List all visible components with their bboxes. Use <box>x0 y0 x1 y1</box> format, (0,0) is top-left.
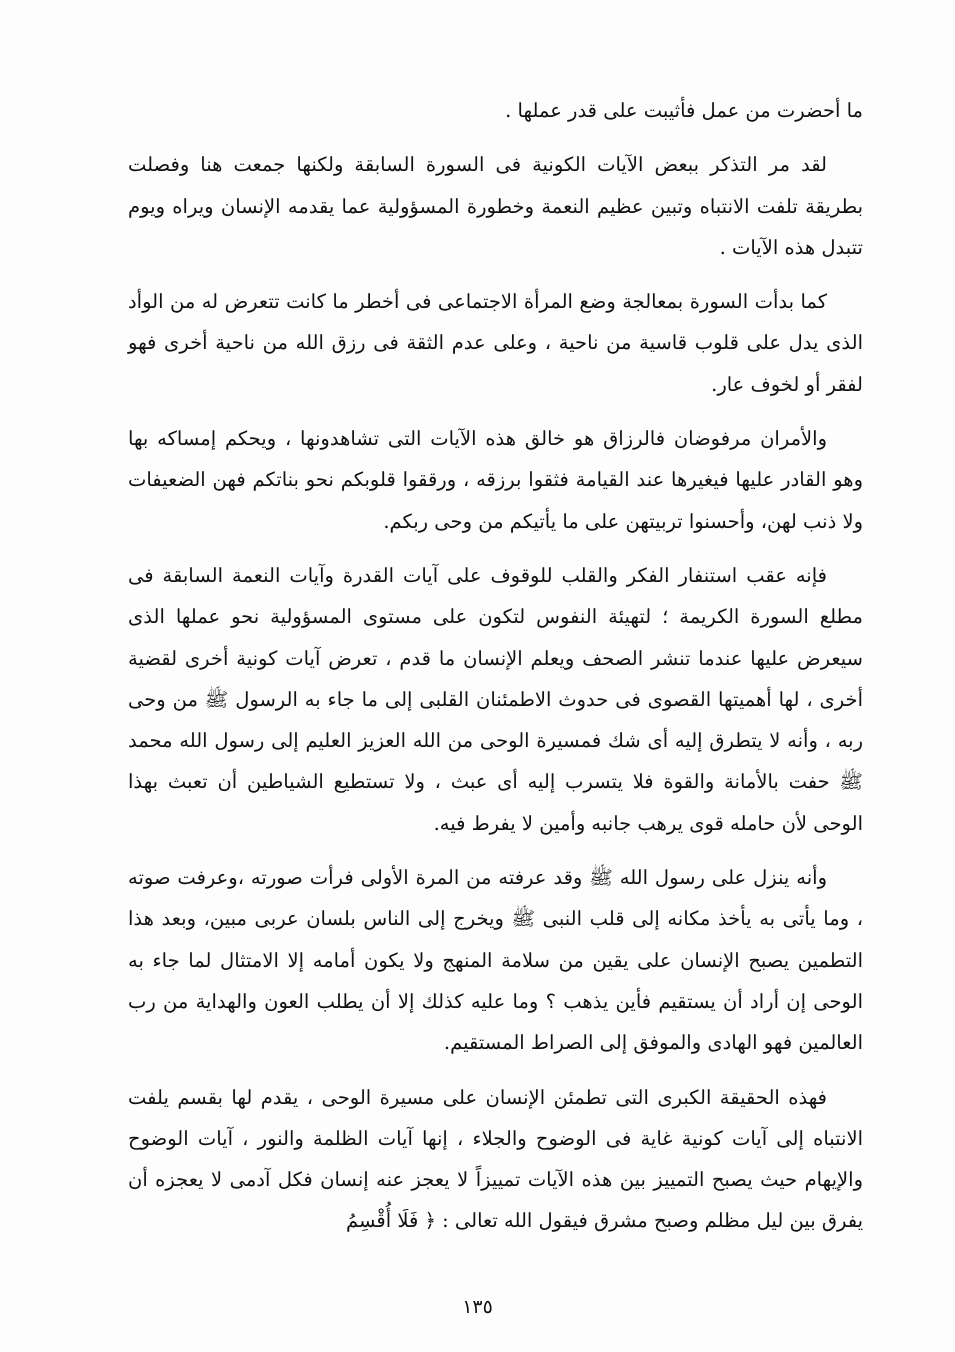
paragraph-3: كما بدأت السورة بمعالجة وضع المرأة الاجتماعى فى أخطر ما كانت تتعرض له من الوأد الذى يدل على قلوب قاسية من ناحية ، وعلى عدم الثقة فى رزق الله من ناحية أخرى فهو لفقر أو لخوف عار. <box>128 290 863 396</box>
paragraph-2: لقد مر التذكر ببعض الآيات الكونية فى السورة السابقة ولكنها جمعت هنا وفصلت بطريقة تلفت الانتباه وتبين عظيم النعمة وخطورة المسؤولية عما يقدمه الإنسان ويراه ويوم تتبدل هذه الآيات . <box>128 153 863 259</box>
paragraph-1: ما أحضرت من عمل فأثيبت على قدر عملها . <box>505 99 863 122</box>
paragraph-5: فإنه عقب استنفار الفكر والقلب للوقوف على آيات القدرة وآيات النعمة السابقة فى مطلع السورة الكريمة ؛ لتهيئة النفوس لتكون على مستوى المسؤولية نحو عملها الذى سيعرض عليها عندما تنشر الصحف ويعلم الإنسان ما قدم ، تعرض آيات كونية أخرى لقضية أخرى ، لها أهميتها القصوى فى حدوث الاطمئنان القلبى إلى ما جاء به الرسول ﷺ من وحى ربه ، وأنه لا يتطرق إليه أى شك فمسيرة الوحى من الله العزيز العليم إلى رسول الله محمد ﷺ حفت بالأمانة والقوة فلا يتسرب إليه أى عبث ، ولا تستطيع الشياطين أن تعبث بهذا الوحى لأن حامله قوى يرهب جانبه وأمين لا يفرط فيه. <box>128 563 863 835</box>
page-number: ١٣٥ <box>462 1296 493 1318</box>
paragraph-4: والأمران مرفوضان فالرزاق هو خالق هذه الآيات التى تشاهدونها ، ويحكم إمساكه بها وهو القادر عليها فيغيرها عند القيامة فثقوا برزقه ، ورققوا قلوبكم نحو بناتكم فهن الضعيفات ولا ذنب لهن، وأحسنوا تربيتهن على ما يأتيكم من وحى ربكم. <box>128 427 863 533</box>
paragraph-6: وأنه ينزل على رسول الله ﷺ وقد عرفته من المرة الأولى فرأت صورته ،وعرفت صوته ، وما يأتى به يأخذ مكانه إلى قلب النبى ﷺ ويخرج إلى الناس بلسان عربى مبين، وبعد هذا التطمين يصبح الإنسان على يقين من سلامة المنهج ولا يكون أمامه إلا الامتثال لما جاء به الوحى إن أراد أن يستقيم فأين يذهب ؟ وما عليه كذلك إلا أن يطلب العون والهداية من رب العالمين فهو الهادى والموفق إلى الصراط المستقيم. <box>128 866 863 1055</box>
body-text <box>128 90 863 1255</box>
paragraph-7: فهذه الحقيقة الكبرى التى تطمئن الإنسان على مسيرة الوحى ، يقدم لها بقسم يلفت الانتباه إلى آيات كونية غاية فى الوضوح والجلاء ، إنها آيات الظلمة والنور ، آيات الوضوح والإيهام حيث يصبح التمييز بين هذه الآيات تمييزاً لا يعجز عنه إنسان فكل آدمى لا يعجزه أن يفرق بين ليل مظلم وصبح مشرق فيقول الله تعالى : ﴿ فَلَا أُقْسِمُ <box>128 1085 863 1233</box>
